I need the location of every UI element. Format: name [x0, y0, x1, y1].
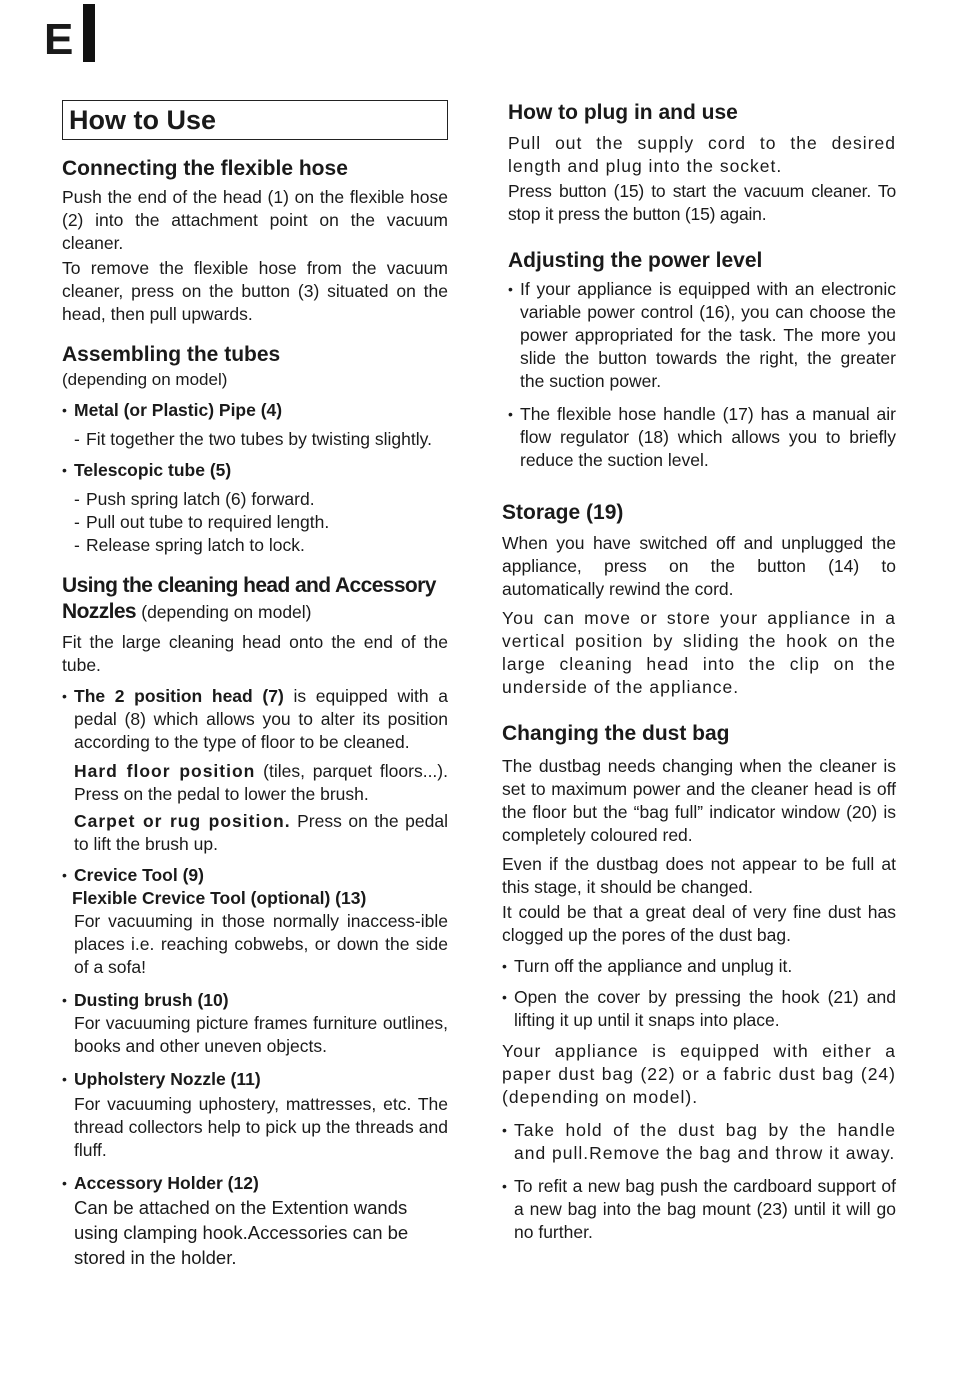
dusting-brush-text: For vacuuming picture frames furniture outlines, books and other uneven objects.	[74, 1013, 448, 1056]
page-title: How to Use	[62, 100, 448, 140]
cleaning-intro: Fit the large cleaning head onto the end of the tube.	[62, 632, 448, 675]
left-column	[62, 100, 448, 1274]
bullet-crevice-tool	[62, 864, 448, 887]
hard-floor-position	[62, 760, 448, 806]
heading-connecting-hose: Connecting the flexible hose	[62, 157, 348, 180]
tubes-subtitle: (depending on model)	[62, 370, 228, 389]
two-position-head-title: The 2 position head (7)	[74, 686, 284, 706]
section-plug-in	[502, 100, 896, 226]
heading-cleaning-head	[62, 573, 448, 625]
carpet-position	[62, 810, 448, 856]
cleaning-head-heading-text: Using the cleaning head and Accessory Nozzles	[62, 574, 436, 623]
dusting-brush-title: Dusting brush (10)	[74, 990, 229, 1010]
accessory-holder-text: Can be attached on the Extention wands using clamping hook.Accessories can be stored in the holder.	[74, 1197, 409, 1268]
right-column	[502, 100, 896, 1260]
power-bullet-2: • The flexible hose handle (17) has a manual air flow regulator (18) which allows you to briefly reduce the suction level.	[508, 403, 896, 472]
section-connecting-hose	[62, 156, 448, 326]
dustbag-paragraph-1: The dustbag needs changing when the cleaner is set to maximum power and the cleaner head is off the floor but the “bag full” indicator window (20) is completely coloured red.	[502, 756, 896, 845]
bullet-dusting-brush	[62, 989, 448, 1012]
plug-paragraph-2: Press button (15) to start the vacuum cleaner. To stop it press the button (15) again.	[508, 181, 896, 224]
flexible-crevice-title-row	[62, 887, 448, 910]
carpet-text: Press on the pedal to lift the brush up.	[74, 811, 448, 854]
flexible-crevice-title: Flexible Crevice Tool (optional) (13)	[72, 888, 367, 908]
two-position-head-text: is equipped with a pedal (8) which allows you to alter its position according to the type of floor to be cleaned.	[74, 686, 448, 752]
dustbag-paragraph-3: It could be that a great deal of very fine dust has clogged up the pores of the dust bag.	[502, 902, 896, 945]
language-marker	[44, 4, 95, 62]
dustbag-bullet-1: • Turn off the appliance and unplug it.	[502, 955, 896, 978]
accessory-holder-title: Accessory Holder (12)	[74, 1173, 259, 1193]
heading-power-level: Adjusting the power level	[508, 249, 763, 272]
telescopic-tube-title: Telescopic tube (5)	[74, 460, 232, 480]
bullet-telescopic-tube	[62, 459, 448, 482]
crevice-tool-title: Crevice Tool (9)	[74, 865, 204, 885]
storage-paragraph-2: You can move or store your appliance in a vertical position by sliding the hook on the large cleaning head into the clip on the underside of the appliance.	[502, 608, 896, 697]
section-assembling-tubes	[62, 342, 448, 557]
telescopic-step-3: - Release spring latch to lock.	[62, 534, 448, 557]
plug-paragraph-1: Pull out the supply cord to the desired length and plug into the socket.	[508, 133, 896, 176]
section-cleaning-head	[62, 573, 448, 1270]
upholstery-nozzle-title: Upholstery Nozzle (11)	[74, 1069, 261, 1089]
section-power-level	[502, 248, 896, 472]
carpet-label: Carpet or rug position.	[74, 811, 291, 831]
section-dust-bag	[502, 721, 896, 1244]
dustbag-bullet-3: • Take hold of the dust bag by the handle and pull.Remove the bag and throw it away.	[502, 1119, 896, 1165]
telescopic-step-1: - Push spring latch (6) forward.	[62, 488, 448, 511]
connect-paragraph-1: Push the end of the head (1) on the flexible hose (2) into the attachment point on the vacuum cleaner.	[62, 187, 448, 253]
heading-dust-bag: Changing the dust bag	[502, 722, 730, 745]
language-bar	[83, 4, 95, 62]
heading-assembling-tubes: Assembling the tubes	[62, 343, 281, 366]
heading-storage: Storage (19)	[502, 501, 624, 524]
crevice-tool-text: For vacuuming in those normally inaccess-ible places i.e. reaching cobwebs, or down the side of a sofa!	[74, 911, 448, 977]
language-letter: E	[44, 15, 74, 64]
storage-paragraph-1: When you have switched off and unplugged the appliance, press on the button (14) to automatically rewind the cord.	[502, 533, 896, 599]
metal-pipe-step: - Fit together the two tubes by twisting slightly.	[62, 428, 448, 451]
bullet-metal-pipe	[62, 399, 448, 422]
section-storage	[502, 500, 896, 699]
hard-floor-label: Hard floor position	[74, 761, 256, 781]
connect-paragraph-2: To remove the flexible hose from the vacuum cleaner, press on the button (3) situated on the head, then pull upwards.	[62, 258, 448, 324]
bullet-two-position-head	[62, 685, 448, 754]
power-bullet-1: • If your appliance is equipped with an electronic variable power control (16), you can choose the power appropriated for the task. The more you slide the button towards the right, the greater the suction power.	[508, 278, 896, 393]
bullet-upholstery-nozzle	[62, 1068, 448, 1091]
upholstery-nozzle-text: For vacuuming uphostery, mattresses, etc. The thread collectors help to pick up the threads and fluff.	[74, 1094, 448, 1160]
bullet-accessory-holder	[62, 1172, 448, 1195]
hard-floor-text: (tiles, parquet floors...). Press on the pedal to lower the brush.	[74, 761, 448, 804]
metal-pipe-title: Metal (or Plastic) Pipe (4)	[74, 400, 283, 420]
dustbag-paragraph-4: Your appliance is equipped with either a paper dust bag (22) or a fabric dust bag (24) (depending on model).	[502, 1041, 896, 1107]
dustbag-bullet-2: • Open the cover by pressing the hook (21) and lifting it up until it snaps into place.	[502, 986, 896, 1032]
heading-plug-in: How to plug in and use	[508, 101, 738, 124]
dustbag-paragraph-2: Even if the dustbag does not appear to be full at this stage, it should be changed.	[502, 854, 896, 897]
cleaning-head-heading-note: (depending on model)	[141, 602, 312, 622]
dustbag-bullet-4: • To refit a new bag push the cardboard support of a new bag into the bag mount (23) until it will go no further.	[502, 1175, 896, 1244]
telescopic-step-2: - Pull out tube to required length.	[62, 511, 448, 534]
